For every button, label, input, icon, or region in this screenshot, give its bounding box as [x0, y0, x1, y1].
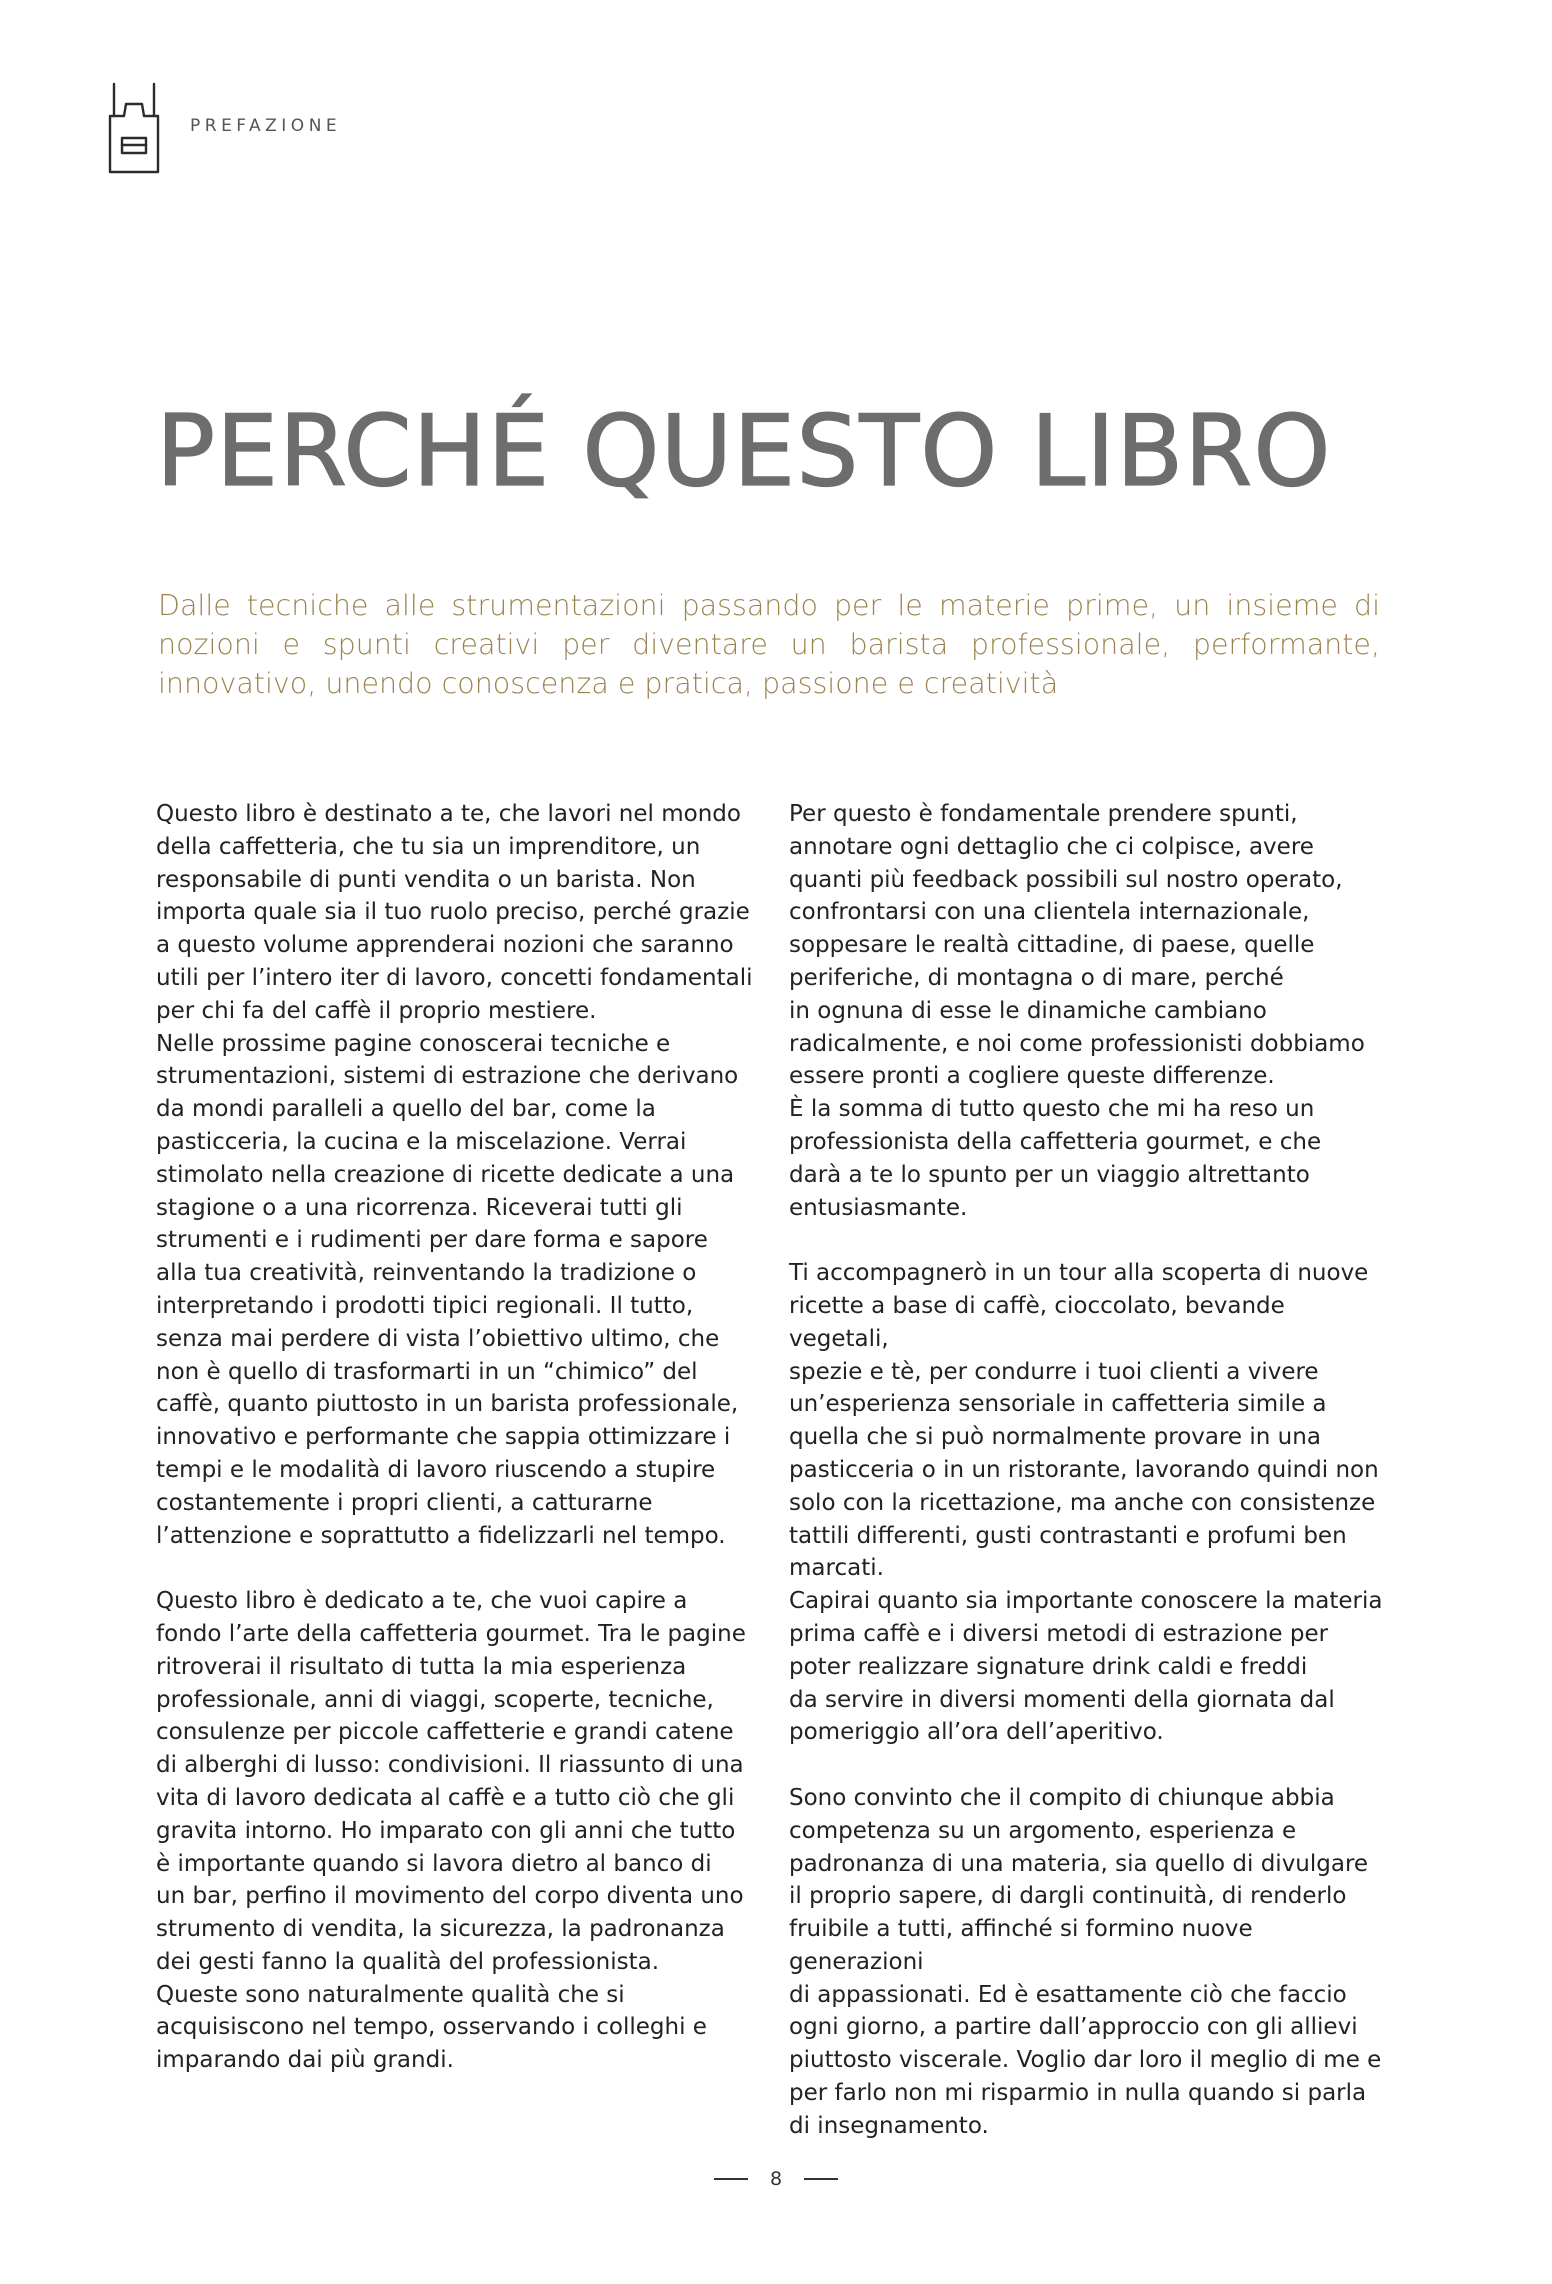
apron-icon — [108, 82, 160, 174]
body-paragraph: Questo libro è destinato a te, che lavori nel mondo della caffetteria, che tu sia un imprenditore, un responsabile di punti vendita o un barista. Non importa quale sia il tuo ruolo preciso, perché grazie a questo volume apprenderai nozioni che saranno utili per l’intero iter di lavoro, concetti fondamentali per chi fa del caffè il proprio mestiere. Nelle prossime pagine conoscerai tecniche e strumentazioni, sistemi di estrazione che derivano da mondi paralleli a quello del bar, come la pasticceria, la cucina e la miscelazione. Verrai stimolato nella creazione di ricette dedicate a una stagione o a una ricorrenza. Riceverai tutti gli strumenti e i rudimenti per dare forma e sapore alla tua creatività, reinventando la tradizione o interpretando i prodotti tipici regionali. Il tutto, senza mai perdere di vista l’obiettivo ultimo, che non è quello di trasformarti in un “chimico” del caffè, quanto piuttosto in un barista professionale, innovativo e performante che sappia ottimizzare i tempi e le modalità di lavoro riuscendo a stupire costantemente i propri clienti, a catturarne l’attenzione e soprattutto a fidelizzarli nel tempo. — [156, 801, 753, 1549]
right-column — [789, 798, 1389, 2143]
body-paragraph: Ti accompagnerò in un tour alla scoperta di nuove ricette a base di caffè, cioccolato, bevande vegetali, spezie e tè, per condurre i tuoi clienti a vivere un’esperienza sensoriale in caffetteria simile a quella che si può normalmente provare in una pasticceria o in un ristorante, lavorando quindi non solo con la ricettazione, ma anche con consistenze tattili differenti, gusti contrastanti e profumi ben marcati. Capirai quanto sia importante conoscere la materia prima caffè e i diversi metodi di estrazione per poter realizzare signature drink caldi e freddi da servire in diversi momenti della giornata dal pomeriggio all’ora dell’aperitivo. — [789, 1260, 1383, 1746]
page-number: 8 — [769, 2168, 783, 2190]
section-label: PREFAZIONE — [190, 116, 342, 136]
footer-dash-right — [804, 2178, 838, 2180]
body-paragraph: Sono convinto che il compito di chiunque abbia competenza su un argomento, esperienza e padronanza di una materia, sia quello di divulgare il proprio sapere, di dargli continuità, di renderlo fruibile a tutti, affinché si formino nuove generazioni di appassionati. Ed è esattamente ciò che faccio ogni giorno, a partire dall’approccio con gli allievi piuttosto viscerale. Voglio dar loro il meglio di me e per farlo non mi risparmio in nulla quando si parla di insegnamento. — [789, 1784, 1382, 2139]
page-title: PERCHÉ QUESTO LIBRO — [156, 395, 1332, 509]
footer-dash-left — [714, 2178, 748, 2180]
intro-paragraph: Dalle tecniche alle strumentazioni passando per le materie prime, un insieme di nozioni e spunti creativi per diventare un barista professionale, performante, innovativo, unendo conoscenza e pratica, passione e creatività — [158, 589, 1380, 700]
left-column — [156, 798, 756, 2077]
body-paragraph: Questo libro è dedicato a te, che vuoi capire a fondo l’arte della caffetteria gourmet. Tra le pagine ritroverai il risultato di tutta la mia esperienza professionale, anni di viaggi, scoperte, tecniche, consulenze per piccole caffetterie e grandi catene di alberghi di lusso: condivisioni. Il riassunto di una vita di lavoro dedicata al caffè e a tutto ciò che gli gravita intorno. Ho imparato con gli anni che tutto è importante quando si lavora dietro al banco di un bar, perfino il movimento del corpo diventa uno strumento di vendita, la sicurezza, la padronanza dei gesti fanno la qualità del professionista. Queste sono naturalmente qualità che si acquisiscono nel tempo, osservando i colleghi e imparando dai più grandi. — [156, 1588, 746, 2074]
body-paragraph: Per questo è fondamentale prendere spunti, annotare ogni dettaglio che ci colpisce, avere quanti più feedback possibili sul nostro operato, confrontarsi con una clientela internazionale, soppesare le realtà cittadine, di paese, quelle periferiche, di montagna o di mare, perché in ognuna di esse le dinamiche cambiano radicalmente, e noi come professionisti dobbiamo essere pronti a cogliere queste differenze. È la somma di tutto questo che mi ha reso un professionista della caffetteria gourmet, e che darà a te lo spunto per un viaggio altrettanto entusiasmante. — [789, 801, 1365, 1221]
page-footer — [0, 2168, 1552, 2190]
